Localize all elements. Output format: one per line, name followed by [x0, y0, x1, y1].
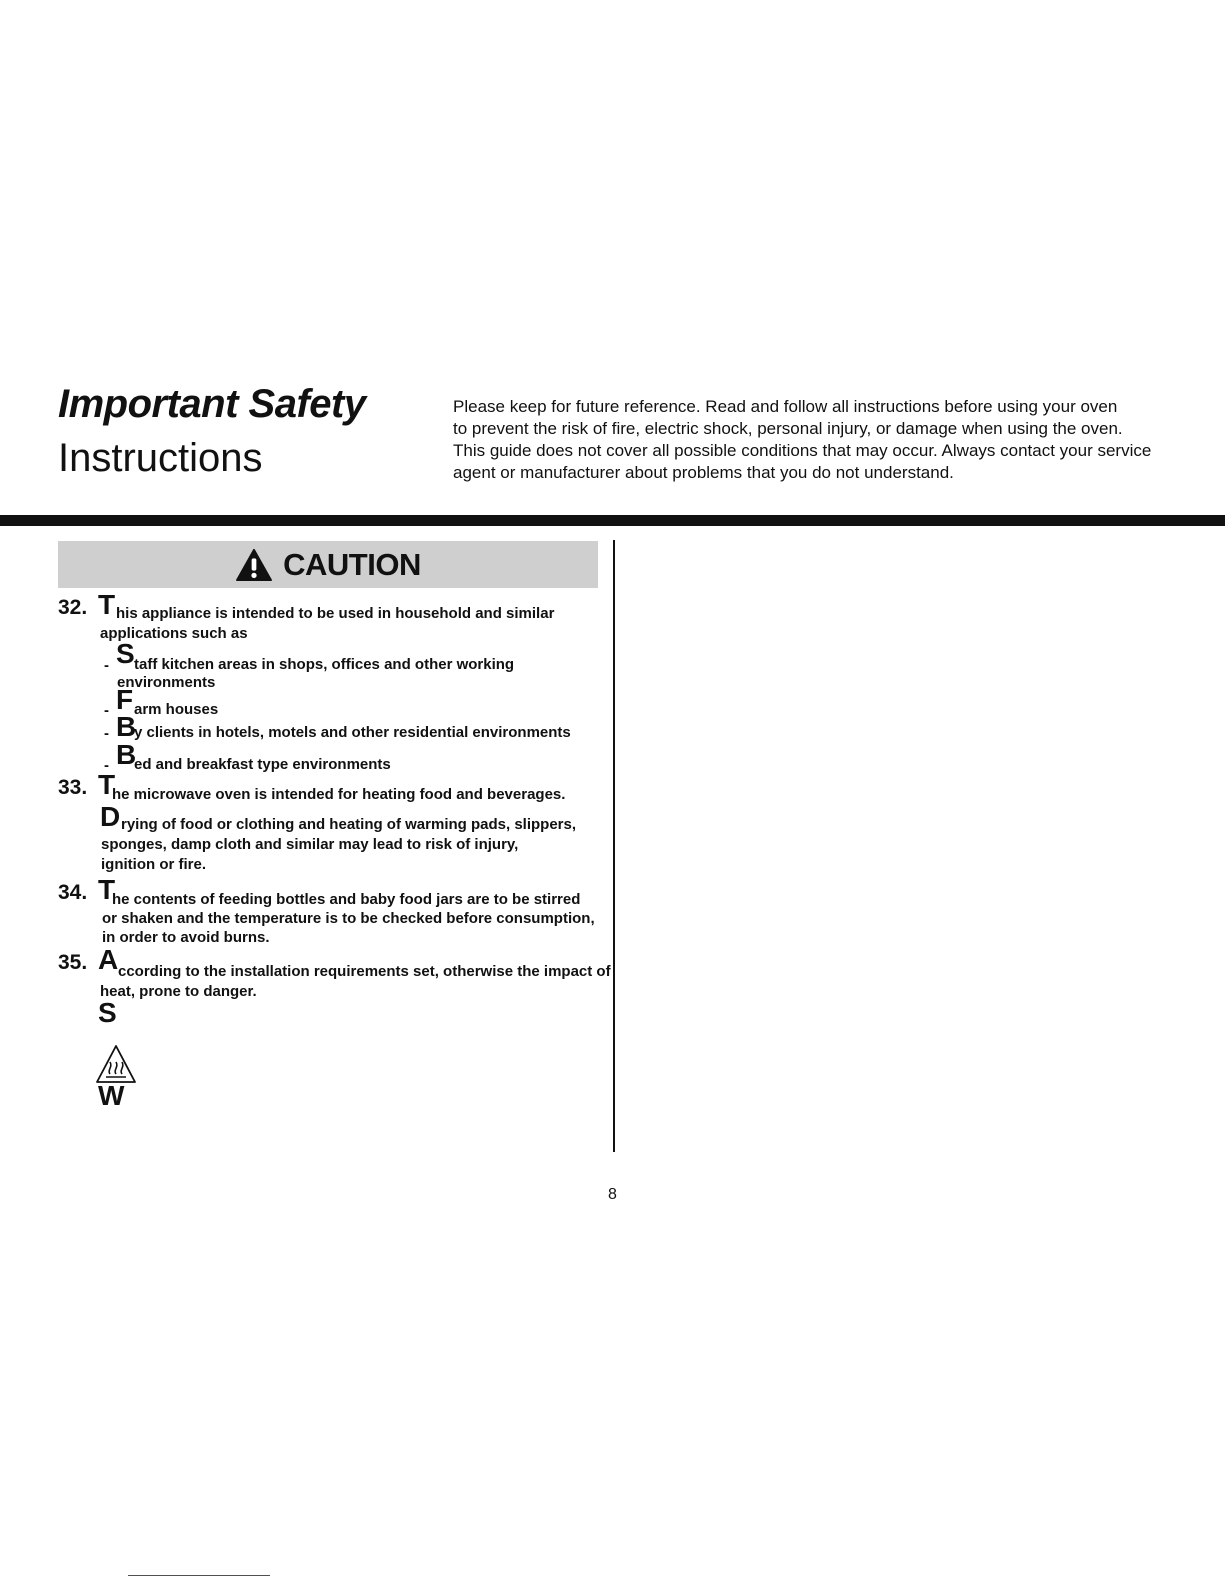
- intro-line: to prevent the risk of fire, electric shock, personal injury, or damage when using the oven.: [453, 419, 1123, 438]
- drop-cap: F: [116, 684, 134, 715]
- title-line-2: Instructions: [58, 436, 263, 480]
- drop-cap: B: [116, 711, 137, 742]
- sub-item-text: environments: [117, 674, 216, 691]
- item-text: in order to avoid burns.: [102, 929, 270, 946]
- item-text: he contents of feeding bottles and baby food jars are to be stirred: [112, 891, 581, 908]
- item-text: he microwave oven is intended for heating food and beverages.: [112, 786, 566, 803]
- letter-w: W: [98, 1080, 125, 1111]
- column-divider: [613, 540, 615, 1152]
- page-number: 8: [608, 1186, 617, 1203]
- item-text: his appliance is intended to be used in household and similar: [116, 605, 555, 622]
- drop-cap: T: [98, 769, 116, 800]
- item-text: heat, prone to danger.: [100, 983, 257, 1000]
- letter-s: S: [98, 997, 117, 1028]
- item-text: applications such as: [100, 625, 248, 642]
- intro-line: This guide does not cover all possible conditions that may occur. Always contact your service: [453, 441, 1152, 460]
- item-text: ignition or fire.: [101, 856, 206, 873]
- sub-item-text: taff kitchen areas in shops, offices and other working: [134, 656, 515, 673]
- item-text: sponges, damp cloth and similar may lead to risk of injury,: [101, 836, 519, 853]
- item-number: 33.: [58, 776, 88, 799]
- sub-item-text: ed and breakfast type environments: [134, 756, 391, 773]
- sub-item-text: y clients in hotels, motels and other residential environments: [134, 724, 571, 741]
- drop-cap: T: [98, 874, 116, 905]
- intro-line: Please keep for future reference. Read and follow all instructions before using your oven: [453, 397, 1118, 416]
- caution-banner: [58, 541, 598, 588]
- intro-text: [453, 396, 1193, 484]
- drop-cap: B: [116, 739, 137, 770]
- item-number: 32.: [58, 596, 88, 619]
- header-divider: [0, 515, 1225, 526]
- sub-item-dash: -: [104, 657, 109, 674]
- item-text: ccording to the installation requirements set, otherwise the impact of: [118, 963, 611, 980]
- footer-link-underline: [128, 1575, 270, 1576]
- sub-item-dash: -: [104, 725, 109, 742]
- item-text: or shaken and the temperature is to be checked before consumption,: [102, 910, 595, 927]
- warning-triangle-icon: [235, 548, 273, 582]
- caution-label: CAUTION: [283, 546, 421, 582]
- sub-item-dash: -: [104, 757, 109, 774]
- drop-cap: D: [100, 801, 121, 832]
- sub-item-dash: -: [104, 702, 109, 719]
- title-line-1: Important Safety: [58, 382, 366, 426]
- drop-cap: S: [116, 638, 135, 669]
- intro-line: agent or manufacturer about problems that you do not understand.: [453, 463, 954, 482]
- drop-cap: T: [98, 589, 116, 620]
- drop-cap: A: [98, 944, 119, 975]
- sub-item-text: arm houses: [134, 701, 219, 718]
- item-number: 35.: [58, 951, 88, 974]
- hot-surface-icon: [94, 1043, 138, 1085]
- item-number: 34.: [58, 881, 88, 904]
- item-text: rying of food or clothing and heating of warming pads, slippers,: [121, 816, 577, 833]
